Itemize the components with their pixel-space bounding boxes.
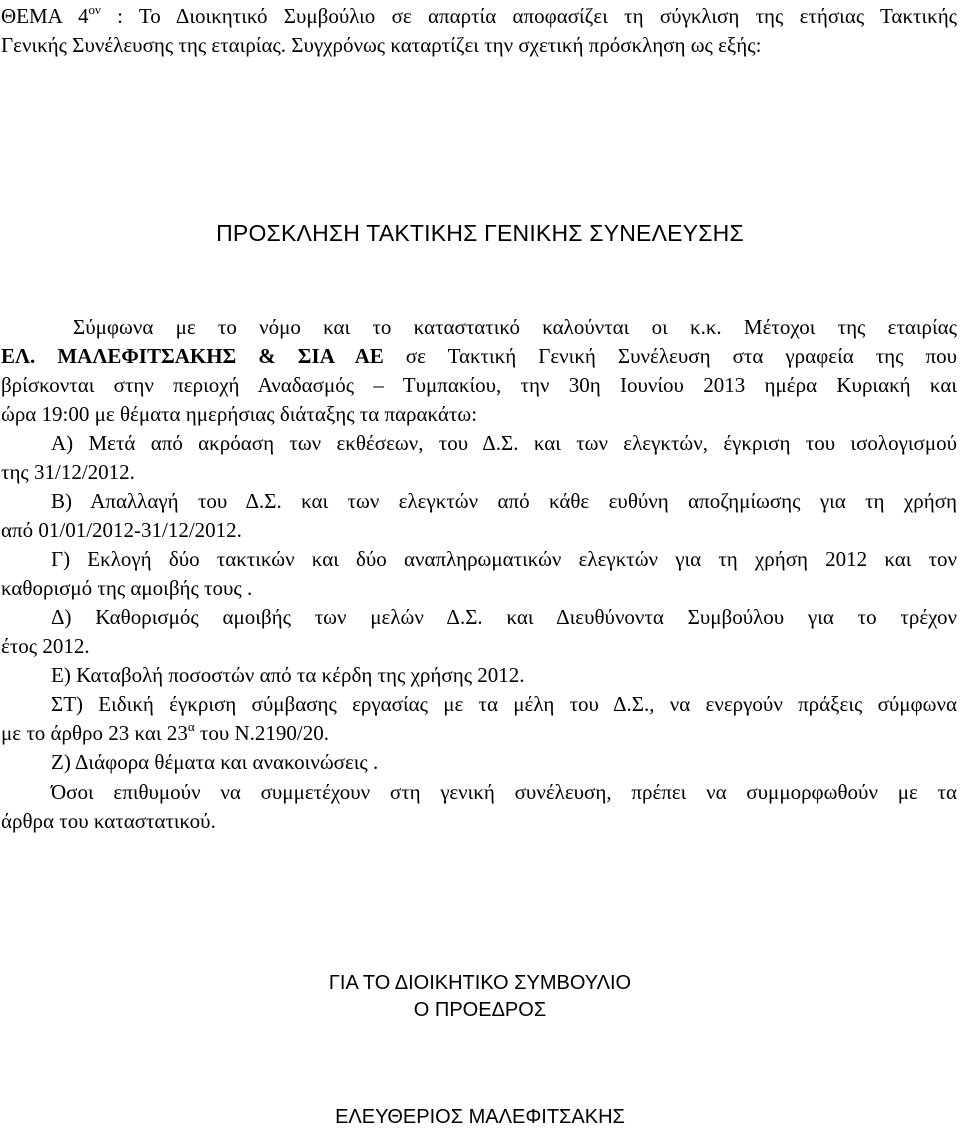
agenda-item	[1, 603, 957, 661]
agenda-item-text: με το άρθρο 23 και 23	[1, 721, 188, 745]
intro-paragraph	[1, 2, 957, 60]
agenda-item-line: καθορισμό της αμοιβής τους .	[1, 576, 253, 600]
agenda-item-line: έτος 2012.	[1, 634, 90, 658]
agenda-item-line: της 31/12/2012.	[1, 460, 135, 484]
invitation-line-1: Σύμφωνα με το νόμο και το καταστατικό καλούνται οι κ.κ. Μέτοχοι της εταιρίας	[73, 315, 957, 339]
invitation-line-2	[1, 342, 957, 371]
closing-paragraph	[1, 778, 957, 836]
agenda-item	[1, 748, 957, 777]
agenda-item-line: Α) Μετά από ακρόαση των εκθέσεων, του Δ.Σ. και των ελεγκτών, έγκριση του ισολογισμού	[51, 431, 957, 455]
agenda-item-line: Β) Απαλλαγή του Δ.Σ. και των ελεγκτών από κάθε ευθύνη αποζημίωσης για τη χρήση	[51, 489, 957, 513]
agenda-item-line: Γ) Εκλογή δύο τακτικών και δύο αναπληρωματικών ελεγκτών για τη χρήση 2012 και τον	[51, 547, 957, 571]
agenda-item-line: Δ) Καθορισμός αμοιβής των μελών Δ.Σ. και Διευθύνοντα Συμβούλου για το τρέχον	[51, 605, 957, 629]
intro-line-2: Γενικής Συνέλευσης της εταιρίας. Συγχρόνως καταρτίζει την σχετική πρόσκληση ως εξής:	[1, 33, 762, 57]
agenda-item	[1, 429, 957, 487]
agenda-item	[1, 690, 957, 748]
intro-line-1-text: : Το Διοικητικό Συμβούλιο σε απαρτία αποφασίζει τη σύγκλιση της ετήσιας Τακτικής	[100, 4, 957, 28]
intro-line-1	[1, 2, 957, 31]
company-name: ΕΛ. ΜΑΛΕΦΙΤΣΑΚΗΣ & ΣΙΑ ΑΕ	[1, 344, 384, 368]
agenda-item-text: του Ν.2190/20.	[194, 721, 329, 745]
invitation-line-4: ώρα 19:00 με θέματα ημερήσιας διάταξης τα παρακάτω:	[1, 402, 478, 426]
closing-line-2: άρθρα του καταστατικού.	[1, 809, 216, 833]
invitation-paragraph	[1, 313, 957, 429]
theme-label: ΘΕΜΑ 4	[1, 4, 89, 28]
signature-name: ΕΛΕΥΘΕΡΙΟΣ ΜΑΛΕΦΙΤΣΑΚΗΣ	[335, 1106, 625, 1128]
theme-sup: ον	[88, 2, 101, 17]
invitation-heading: ΠΡΟΣΚΛΗΣΗ ΤΑΚΤΙΚΗΣ ΓΕΝΙΚΗΣ ΣΥΝΕΛΕΥΣΗΣ	[216, 220, 744, 246]
closing-line-1: Όσοι επιθυμούν να συμμετέχουν στη γενική συνέλευση, πρέπει να συμμορφωθούν με τα	[51, 780, 957, 804]
invitation-line-3: βρίσκονται στην περιοχή Αναδασμός – Τυμπακίου, την 30η Ιουνίου 2013 ημέρα Κυριακή και	[1, 373, 957, 397]
agenda-item-line: από 01/01/2012-31/12/2012.	[1, 518, 242, 542]
agenda-list	[1, 429, 957, 777]
agenda-item	[1, 545, 957, 603]
agenda-item-sup: α	[187, 719, 195, 734]
agenda-item-line: ΣΤ) Ειδική έγκριση σύμβασης εργασίας με τα μέλη του Δ.Σ., να ενεργούν πράξεις σύμφωνα	[51, 692, 957, 716]
invitation-line-2-text: σε Τακτική Γενική Συνέλευση στα γραφεία της που	[383, 344, 958, 368]
agenda-item-line	[1, 719, 957, 748]
signature-for-board: ΓΙΑ ΤΟ ΔΙΟΙΚΗΤΙΚΟ ΣΥΜΒΟΥΛΙΟ	[328, 972, 632, 994]
agenda-item-line: Ε) Καταβολή ποσοστών από τα κέρδη της χρήσης 2012.	[51, 663, 525, 687]
agenda-item	[1, 661, 957, 690]
agenda-item-line: Ζ) Διάφορα θέματα και ανακοινώσεις .	[51, 750, 379, 774]
agenda-item	[1, 487, 957, 545]
signature-role: Ο ΠΡΟΕΔΡΟΣ	[413, 999, 547, 1021]
